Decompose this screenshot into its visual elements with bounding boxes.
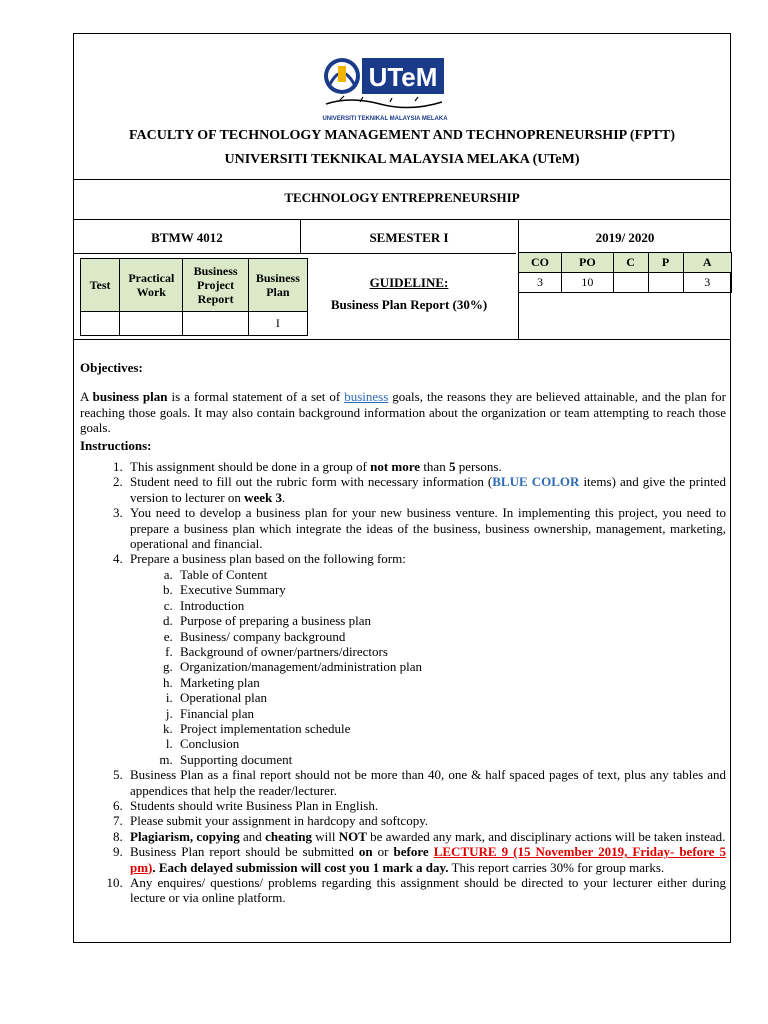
header-co: CO [519, 253, 562, 273]
list-item: m. Supporting document [176, 752, 726, 767]
assessment-table [80, 258, 308, 336]
list-item: a. Table of Content [176, 567, 726, 582]
document-frame [73, 33, 731, 943]
instruction-10: 10. Any enquires/ questions/ problems regarding this assignment should be directed to your lecturer either during lecture or via online platform. [126, 875, 726, 906]
list-item: h. Marketing plan [176, 675, 726, 690]
business-link[interactable]: business [344, 389, 389, 405]
list-item: l. Conclusion [176, 736, 726, 751]
document-body [80, 360, 726, 906]
guideline-subtitle: Business Plan Report (30%) [330, 297, 488, 312]
instruction-8: 8. Plagiarism, copying and cheating will NOT be awarded any mark, and disciplinary actions will be taken instead. [126, 829, 726, 844]
instruction-1: 1. This assignment should be done in a group of not more than 5 persons. [126, 459, 726, 474]
instruction-7: 7. Please submit your assignment in hardcopy and softcopy. [126, 813, 726, 828]
header-business-project-report: Business Project Report [183, 259, 248, 312]
list-item: c. Introduction [176, 598, 726, 613]
header-p: P [648, 253, 683, 273]
faculty-name: FACULTY OF TECHNOLOGY MANAGEMENT AND TECHNOPRENEURSHIP (FPTT) [128, 128, 676, 143]
instruction-3: 3. You need to develop a business plan for your new business venture. In implementing this project, you need to prepare a business plan which integrate the ideas of the business, business ownership, management, marketing, operational and financial. [126, 505, 726, 551]
instruction-5: 5. Business Plan as a final report should not be more than 40, one & half spaced pages of text, plus any tables and appendices that help the reader/lecturer. [126, 767, 726, 798]
header-a: A [683, 253, 731, 273]
value-business-project-report [183, 312, 248, 336]
deadline: LECTURE 9 (15 November 2019, Friday- before 5 pm) [130, 844, 726, 875]
instructions-list [80, 459, 726, 906]
list-item: e. Business/ company background [176, 629, 726, 644]
list-item: j. Financial plan [176, 706, 726, 721]
header-practical-work: Practical Work [120, 259, 183, 312]
value-po: 10 [562, 273, 614, 293]
list-item: d. Purpose of preparing a business plan [176, 613, 726, 628]
objectives-heading: Objectives: [80, 360, 143, 375]
list-item: g. Organization/management/administration plan [176, 659, 726, 674]
semester: SEMESTER I [369, 230, 449, 245]
form-items-list [130, 567, 726, 767]
instruction-2: 2. Student need to fill out the rubric form with necessary information (BLUE COLOR items) and give the printed version to lecturer on week 3. [126, 474, 726, 505]
value-c [613, 273, 648, 293]
list-item: f. Background of owner/partners/directors [176, 644, 726, 659]
header-c: C [613, 253, 648, 273]
value-business-plan: I [248, 312, 307, 336]
value-test [81, 312, 120, 336]
list-item: k. Project implementation schedule [176, 721, 726, 736]
header-test: Test [81, 259, 120, 312]
course-code: BTMW 4012 [151, 230, 223, 245]
value-a: 3 [683, 273, 731, 293]
value-co: 3 [519, 273, 562, 293]
instruction-9: 9. Business Plan report should be submitted on or before LECTURE 9 (15 November 2019, Friday- before 5 pm). Each delayed submission will cost you 1 mark a day. This report carries 30% for group marks. [126, 844, 726, 875]
session: 2019/ 2020 [595, 230, 655, 245]
outcomes-table [518, 252, 732, 293]
header-po: PO [562, 253, 614, 273]
university-name: UNIVERSITI TEKNIKAL MALAYSIA MELAKA (UTeM) [224, 152, 580, 167]
guideline-title: GUIDELINE: [369, 275, 449, 290]
value-practical-work [120, 312, 183, 336]
header-business-plan: Business Plan [248, 259, 307, 312]
utem-logo [320, 54, 450, 124]
list-item: i. Operational plan [176, 690, 726, 705]
instruction-6: 6. Students should write Business Plan in English. [126, 798, 726, 813]
value-p [648, 273, 683, 293]
svg-text:UNIVERSITI TEKNIKAL MALAYSIA M: UNIVERSITI TEKNIKAL MALAYSIA MELAKA [322, 116, 448, 122]
objectives-text: A business plan is a formal statement of a set of business goals, the reasons they are believed attainable, and the plan for reaching those goals. It may also contain background information about the organization or team attempting to reach those goals. [80, 389, 727, 436]
instructions-heading: Instructions: [80, 437, 152, 453]
instruction-4: 4. Prepare a business plan based on the following form: a. Table of Content b. Executive Summary c. Introduction d. Purpose of preparing a business plan e. Business/ company background f. Background of owner/partners/directors g. Organization/management/administration plan h. Marketing plan i. Operational plan j. Financial plan k. Project implementation schedule l. Conclusion m. Supporting document [126, 551, 726, 767]
course-title: TECHNOLOGY ENTREPRENEURSHIP [284, 190, 520, 205]
list-item: b. Executive Summary [176, 582, 726, 597]
svg-text:UTeM: UTeM [368, 62, 438, 92]
